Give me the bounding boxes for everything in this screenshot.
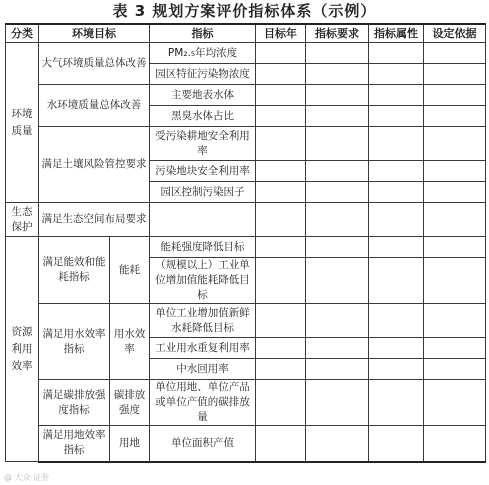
- sub-energy: 能耗: [110, 237, 150, 304]
- header-row: [6, 24, 486, 43]
- table-row: [6, 127, 486, 161]
- sub-carbon: 碳排放强度: [110, 380, 150, 426]
- goal-water-eff: 满足用水效率指标: [39, 304, 110, 380]
- header-attribute: 指标属性: [369, 24, 424, 43]
- indicator-water-reuse: 工业用水重复利用率: [150, 338, 256, 359]
- indicator-fresh-water: 单位工业增加值新鲜水耗降低目标: [150, 304, 256, 338]
- indicator-surface-water: 主要地表水体: [150, 85, 256, 106]
- indicator-carbon: 单位用地、单位产品或单位产值的碳排放量: [150, 380, 256, 426]
- goal-energy: 满足能效和能耗指标: [39, 237, 110, 304]
- category-resource: 资源利用效率: [6, 237, 39, 462]
- sub-water-eff: 用水效率: [110, 304, 150, 380]
- header-indicator: 指标: [150, 24, 256, 43]
- indicator-park-pollutant: 园区特征污染物浓度: [150, 64, 256, 85]
- table-row: [6, 426, 486, 462]
- indicator-control-factor: 园区控制污染因子: [150, 182, 256, 203]
- table-row: [6, 203, 486, 237]
- goal-land: 满足用地效率指标: [39, 426, 110, 462]
- header-requirement: 指标要求: [306, 24, 369, 43]
- goal-eco: 满足生态空间布局要求: [39, 203, 150, 237]
- table-row: [6, 237, 486, 258]
- goal-air: 大气环境质量总体改善: [39, 43, 150, 85]
- indicator-table: [5, 23, 486, 463]
- header-target-year: 目标年: [256, 24, 306, 43]
- indicator-industrial-energy: （规模以上）工业单位增加值能耗降低目标: [150, 258, 256, 304]
- goal-soil: 满足土壤风险管控要求: [39, 127, 150, 203]
- table-row: [6, 85, 486, 106]
- header-basis: 设定依据: [424, 24, 486, 43]
- goal-water: 水环境质量总体改善: [39, 85, 150, 127]
- indicator-reclaimed-water: 中水回用率: [150, 359, 256, 380]
- indicator-farmland: 受污染耕地安全利用率: [150, 127, 256, 161]
- indicator-eco-empty: [150, 203, 256, 237]
- table-row: [6, 43, 486, 64]
- category-env-quality: 环境质量: [6, 43, 39, 203]
- table-row: [6, 380, 486, 426]
- table-title: 表 3 规划方案评价指标体系（示例）: [112, 2, 377, 20]
- indicator-pm25: PM₂.₅年均浓度: [150, 43, 256, 64]
- sub-land: 用地: [110, 426, 150, 462]
- watermark: @ 大众·证券: [4, 473, 50, 482]
- indicator-energy-intensity: 能耗强度降低目标: [150, 237, 256, 258]
- category-eco-protect: 生态保护: [6, 203, 39, 237]
- indicator-land-output: 单位面积产值: [150, 426, 256, 462]
- header-env-goal: 环境目标: [39, 24, 150, 43]
- header-category: 分类: [6, 24, 39, 43]
- indicator-black-water: 黑臭水体占比: [150, 106, 256, 127]
- indicator-contaminated-site: 污染地块安全利用率: [150, 161, 256, 182]
- goal-carbon: 满足碳排放强度指标: [39, 380, 110, 426]
- table-row: [6, 304, 486, 338]
